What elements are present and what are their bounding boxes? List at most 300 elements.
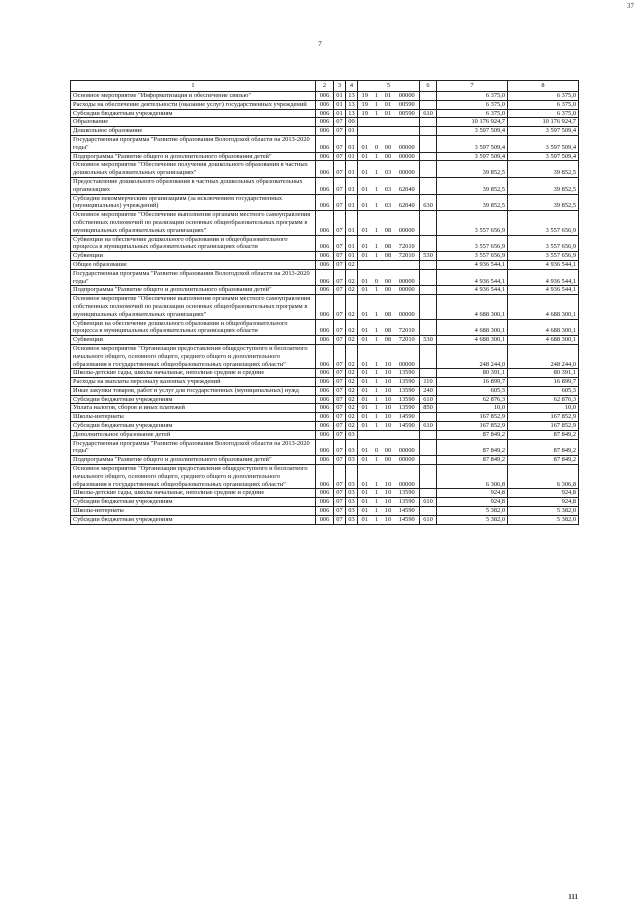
row-amount-2017: 10,0 [437, 404, 508, 413]
table-row [71, 269, 579, 286]
row-target-program: 01 [358, 422, 372, 431]
row-target-program [358, 430, 372, 439]
row-name: Дополнительное образование детей [71, 430, 316, 439]
row-subsection: 02 [346, 395, 358, 404]
row-name: Субсидии бюджетным учреждениям [71, 422, 316, 431]
row-subsection: 01 [346, 161, 358, 178]
row-name: Субсидии некоммерческим организациям (за исключением государственных (муниципальных) учреждений) [71, 194, 316, 211]
row-target-subprogram: 1 [372, 252, 382, 261]
header-cell-4: 4 [346, 81, 358, 92]
row-expense-type [420, 127, 437, 136]
row-target-program: 01 [358, 489, 372, 498]
row-expense-type [420, 489, 437, 498]
row-admin-code: 006 [316, 395, 334, 404]
row-amount-2017: 6 306,8 [437, 465, 508, 489]
row-target-subprogram: 1 [372, 177, 382, 194]
row-amount-2018: 924,8 [508, 489, 579, 498]
row-section: 07 [334, 489, 346, 498]
row-amount-2017: 4 936 544,1 [437, 269, 508, 286]
row-target-activity: 01 [382, 92, 395, 101]
row-target-subprogram: 1 [372, 456, 382, 465]
table-row [71, 92, 579, 101]
row-section: 07 [334, 515, 346, 524]
table-row [71, 161, 579, 178]
row-subsection: 03 [346, 498, 358, 507]
row-subsection: 03 [346, 430, 358, 439]
row-target-subprogram: 1 [372, 152, 382, 161]
row-amount-2018: 6 375,0 [508, 92, 579, 101]
table-row [71, 194, 579, 211]
table-body [71, 92, 579, 525]
row-subsection: 13 [346, 100, 358, 109]
row-target-program [358, 118, 372, 127]
row-subsection: 01 [346, 135, 358, 152]
table-row [71, 211, 579, 235]
row-admin-code: 006 [316, 413, 334, 422]
row-amount-2017: 4 688 300,1 [437, 319, 508, 336]
row-name: Субвенции [71, 252, 316, 261]
row-admin-code: 006 [316, 100, 334, 109]
row-section: 07 [334, 378, 346, 387]
row-expense-type [420, 235, 437, 252]
row-amount-2017: 3 597 509,4 [437, 127, 508, 136]
row-subsection: 02 [346, 319, 358, 336]
row-subsection: 02 [346, 336, 358, 345]
row-target-direction: 72010 [395, 319, 420, 336]
row-target-program: 01 [358, 152, 372, 161]
row-target-program: 01 [358, 404, 372, 413]
row-target-subprogram: 1 [372, 489, 382, 498]
row-admin-code: 006 [316, 161, 334, 178]
row-amount-2017: 87 849,2 [437, 430, 508, 439]
row-target-direction: 00000 [395, 161, 420, 178]
row-target-activity: 08 [382, 252, 395, 261]
row-amount-2018: 39 852,5 [508, 177, 579, 194]
row-name: Основное мероприятие "Организация предоставления общедоступного и бесплатного начального общего, основного общего, среднего общего и дополнительного образования в государственных общеобразовательных организациях области" [71, 344, 316, 368]
row-section: 07 [334, 286, 346, 295]
row-section: 07 [334, 135, 346, 152]
row-target-direction [395, 127, 420, 136]
row-amount-2018: 605,3 [508, 386, 579, 395]
row-section: 07 [334, 369, 346, 378]
row-target-direction [395, 260, 420, 269]
row-name: Подпрограмма "Развитие общего и дополнительного образования детей" [71, 456, 316, 465]
row-amount-2017: 248 244,0 [437, 344, 508, 368]
row-target-program: 01 [358, 336, 372, 345]
row-target-subprogram: 1 [372, 100, 382, 109]
row-amount-2018: 39 852,5 [508, 161, 579, 178]
row-expense-type [420, 211, 437, 235]
row-name: Государственная программа "Развитие образования Вологодской области на 2013-2020 годы" [71, 135, 316, 152]
row-target-direction: 00000 [395, 269, 420, 286]
row-name: Субсидии бюджетным учреждениям [71, 109, 316, 118]
row-amount-2017: 924,8 [437, 489, 508, 498]
row-section: 07 [334, 161, 346, 178]
row-target-direction: 13590 [395, 378, 420, 387]
table-row [71, 135, 579, 152]
page-number: 7 [318, 40, 322, 48]
row-admin-code: 006 [316, 456, 334, 465]
table-row [71, 344, 579, 368]
row-target-direction: 00590 [395, 100, 420, 109]
row-target-subprogram: 0 [372, 135, 382, 152]
row-amount-2018: 3 557 656,9 [508, 211, 579, 235]
row-target-activity: 10 [382, 386, 395, 395]
row-expense-type [420, 92, 437, 101]
row-amount-2018: 167 852,9 [508, 422, 579, 431]
row-admin-code: 006 [316, 386, 334, 395]
table-row [71, 515, 579, 524]
row-amount-2018: 87 849,2 [508, 456, 579, 465]
row-target-subprogram: 1 [372, 386, 382, 395]
row-subsection: 01 [346, 177, 358, 194]
row-name: Подпрограмма "Развитие общего и дополнительного образования детей" [71, 286, 316, 295]
row-amount-2018: 5 382,0 [508, 507, 579, 516]
row-target-activity: 10 [382, 489, 395, 498]
row-amount-2017: 3 557 656,9 [437, 235, 508, 252]
row-section: 07 [334, 269, 346, 286]
row-expense-type: 610 [420, 498, 437, 507]
budget-table [70, 80, 579, 525]
header-cell-8: 8 [508, 81, 579, 92]
row-admin-code: 006 [316, 422, 334, 431]
row-target-program: 01 [358, 319, 372, 336]
row-target-activity [382, 127, 395, 136]
row-target-activity: 08 [382, 319, 395, 336]
row-amount-2018: 924,8 [508, 498, 579, 507]
row-expense-type: 110 [420, 378, 437, 387]
row-target-direction: 00000 [395, 135, 420, 152]
row-subsection: 00 [346, 118, 358, 127]
row-amount-2017: 10 176 924,7 [437, 118, 508, 127]
row-section: 07 [334, 395, 346, 404]
row-target-program: 19 [358, 100, 372, 109]
row-target-activity: 10 [382, 498, 395, 507]
row-target-program: 01 [358, 456, 372, 465]
row-admin-code: 006 [316, 295, 334, 319]
row-name: Субсидии бюджетным учреждениям [71, 515, 316, 524]
row-target-activity: 00 [382, 439, 395, 456]
header-cell-7: 7 [437, 81, 508, 92]
row-admin-code: 006 [316, 489, 334, 498]
row-target-subprogram: 1 [372, 295, 382, 319]
row-section: 01 [334, 109, 346, 118]
row-expense-type: 610 [420, 422, 437, 431]
row-target-direction: 72010 [395, 336, 420, 345]
header-cell-3: 3 [334, 81, 346, 92]
table-row [71, 336, 579, 345]
row-amount-2018: 3 597 509,4 [508, 127, 579, 136]
row-target-program: 19 [358, 109, 372, 118]
row-target-program: 01 [358, 252, 372, 261]
row-target-program [358, 127, 372, 136]
row-amount-2018: 80 391,1 [508, 369, 579, 378]
row-section: 07 [334, 439, 346, 456]
row-admin-code: 006 [316, 211, 334, 235]
row-section: 07 [334, 177, 346, 194]
row-name: Основное мероприятие "Организация предоставления общедоступного и бесплатного начального общего, основного общего, среднего общего и дополнительного образования в государственных общеобразовательных организациях области" [71, 465, 316, 489]
row-admin-code: 006 [316, 118, 334, 127]
header-cell-1: 1 [71, 81, 316, 92]
row-section: 07 [334, 456, 346, 465]
row-amount-2018: 4 936 544,1 [508, 269, 579, 286]
row-expense-type: 240 [420, 386, 437, 395]
row-target-direction: 00590 [395, 109, 420, 118]
row-amount-2017: 80 391,1 [437, 369, 508, 378]
row-section: 07 [334, 336, 346, 345]
corner-mark-top: 37 [627, 2, 634, 10]
row-target-direction: 62040 [395, 194, 420, 211]
row-amount-2017: 87 849,2 [437, 456, 508, 465]
row-target-direction: 62040 [395, 177, 420, 194]
row-section: 07 [334, 295, 346, 319]
row-target-subprogram: 0 [372, 439, 382, 456]
row-name: Школы-интернаты [71, 413, 316, 422]
row-target-program: 01 [358, 465, 372, 489]
row-amount-2018: 10 176 924,7 [508, 118, 579, 127]
row-target-program: 01 [358, 344, 372, 368]
row-amount-2017: 167 852,9 [437, 413, 508, 422]
row-section: 07 [334, 127, 346, 136]
row-expense-type [420, 295, 437, 319]
table-row [71, 369, 579, 378]
row-admin-code: 006 [316, 336, 334, 345]
row-target-program: 01 [358, 161, 372, 178]
row-section: 07 [334, 404, 346, 413]
row-subsection: 03 [346, 515, 358, 524]
row-amount-2018: 4 688 300,1 [508, 336, 579, 345]
row-admin-code: 006 [316, 286, 334, 295]
row-admin-code: 006 [316, 260, 334, 269]
row-subsection: 03 [346, 439, 358, 456]
row-admin-code: 006 [316, 152, 334, 161]
row-subsection: 01 [346, 211, 358, 235]
row-name: Расходы на обеспечение деятельности (оказание услуг) государственных учреждений [71, 100, 316, 109]
row-target-program: 01 [358, 295, 372, 319]
row-expense-type: 530 [420, 252, 437, 261]
row-amount-2018: 10,0 [508, 404, 579, 413]
row-target-activity: 08 [382, 235, 395, 252]
row-amount-2018: 39 852,5 [508, 194, 579, 211]
row-expense-type [420, 152, 437, 161]
row-amount-2018: 3 557 656,9 [508, 252, 579, 261]
row-amount-2017: 3 557 656,9 [437, 211, 508, 235]
row-section: 07 [334, 498, 346, 507]
row-target-direction: 72010 [395, 235, 420, 252]
row-target-direction: 00000 [395, 211, 420, 235]
row-amount-2018: 4 688 300,1 [508, 295, 579, 319]
table-row [71, 386, 579, 395]
row-expense-type [420, 369, 437, 378]
row-target-activity: 10 [382, 465, 395, 489]
table-row [71, 295, 579, 319]
row-section: 07 [334, 386, 346, 395]
row-target-subprogram: 1 [372, 515, 382, 524]
row-subsection: 01 [346, 127, 358, 136]
row-expense-type: 850 [420, 404, 437, 413]
row-target-subprogram: 1 [372, 235, 382, 252]
row-target-subprogram: 1 [372, 465, 382, 489]
row-target-activity: 10 [382, 395, 395, 404]
table-row [71, 439, 579, 456]
row-amount-2018: 62 876,3 [508, 395, 579, 404]
row-target-subprogram: 1 [372, 194, 382, 211]
row-expense-type [420, 456, 437, 465]
row-expense-type: 610 [420, 395, 437, 404]
row-target-direction: 00000 [395, 286, 420, 295]
row-target-activity: 03 [382, 194, 395, 211]
row-target-program: 01 [358, 378, 372, 387]
table-row [71, 456, 579, 465]
row-target-program: 01 [358, 413, 372, 422]
row-name: Государственная программа "Развитие образования Вологодской области на 2013-2020 годы" [71, 439, 316, 456]
row-admin-code: 006 [316, 498, 334, 507]
row-name: Подпрограмма "Развитие общего и дополнительного образования детей" [71, 152, 316, 161]
row-target-activity: 10 [382, 344, 395, 368]
row-target-program: 01 [358, 439, 372, 456]
row-expense-type [420, 286, 437, 295]
table-row [71, 413, 579, 422]
row-subsection: 01 [346, 152, 358, 161]
row-amount-2018: 4 936 544,1 [508, 260, 579, 269]
row-section: 07 [334, 252, 346, 261]
row-admin-code: 006 [316, 269, 334, 286]
row-subsection: 03 [346, 489, 358, 498]
row-target-direction: 00000 [395, 439, 420, 456]
row-admin-code: 006 [316, 177, 334, 194]
row-amount-2017: 4 936 544,1 [437, 286, 508, 295]
row-target-subprogram: 1 [372, 319, 382, 336]
row-admin-code: 006 [316, 135, 334, 152]
row-admin-code: 006 [316, 404, 334, 413]
row-section: 07 [334, 152, 346, 161]
row-name: Субвенции на обеспечение дошкольного образования и общеобразовательного процесса в муниципальных образовательных организациях области [71, 319, 316, 336]
row-amount-2018: 4 688 300,1 [508, 319, 579, 336]
row-subsection: 02 [346, 413, 358, 422]
row-target-activity: 00 [382, 135, 395, 152]
row-section: 07 [334, 194, 346, 211]
row-target-subprogram: 1 [372, 161, 382, 178]
row-admin-code: 006 [316, 378, 334, 387]
row-amount-2017: 3 557 656,9 [437, 252, 508, 261]
row-expense-type [420, 413, 437, 422]
row-name: Образование [71, 118, 316, 127]
row-subsection: 02 [346, 422, 358, 431]
row-target-activity: 08 [382, 295, 395, 319]
row-target-direction: 00000 [395, 465, 420, 489]
table-row [71, 465, 579, 489]
row-name: Расходы на выплаты персоналу казенных учреждений [71, 378, 316, 387]
table-header-row [71, 81, 579, 92]
row-amount-2017: 6 375,0 [437, 92, 508, 101]
row-name: Школы-детские сады, школы начальные, неполные средние и средние [71, 489, 316, 498]
row-admin-code: 006 [316, 344, 334, 368]
row-amount-2017: 3 597 509,4 [437, 135, 508, 152]
row-target-subprogram: 0 [372, 269, 382, 286]
row-expense-type [420, 439, 437, 456]
row-amount-2017: 6 375,0 [437, 100, 508, 109]
table-row [71, 395, 579, 404]
row-target-program: 01 [358, 515, 372, 524]
row-target-program: 01 [358, 498, 372, 507]
row-amount-2018: 6 375,0 [508, 109, 579, 118]
row-name: Основное мероприятие "Обеспечение выполнения органами местного самоуправления собственных полномочий по реализации основных общеобразовательных программ в муниципальных образовательных организациях" [71, 211, 316, 235]
row-target-program: 01 [358, 269, 372, 286]
row-amount-2018: 248 244,0 [508, 344, 579, 368]
row-name: Иные закупки товаров, работ и услуг для государственных (муниципальных) нужд [71, 386, 316, 395]
table-row [71, 507, 579, 516]
row-target-direction [395, 118, 420, 127]
corner-mark-bottom: 111 [568, 893, 578, 901]
row-amount-2017: 924,8 [437, 498, 508, 507]
row-target-activity: 10 [382, 369, 395, 378]
row-target-subprogram: 1 [372, 395, 382, 404]
header-cell-5: 5 [358, 81, 420, 92]
row-target-activity [382, 118, 395, 127]
row-admin-code: 006 [316, 430, 334, 439]
row-amount-2017: 4 688 300,1 [437, 295, 508, 319]
row-target-activity: 00 [382, 456, 395, 465]
row-expense-type [420, 135, 437, 152]
row-amount-2018: 16 899,7 [508, 378, 579, 387]
row-admin-code: 006 [316, 194, 334, 211]
row-expense-type [420, 260, 437, 269]
row-target-program: 01 [358, 395, 372, 404]
row-target-subprogram: 1 [372, 498, 382, 507]
table-row [71, 286, 579, 295]
row-amount-2018: 6 306,8 [508, 465, 579, 489]
row-target-program: 01 [358, 286, 372, 295]
header-cell-6: 6 [420, 81, 437, 92]
row-target-activity: 10 [382, 404, 395, 413]
row-section: 01 [334, 100, 346, 109]
row-name: Общее образование [71, 260, 316, 269]
row-subsection: 01 [346, 235, 358, 252]
row-target-direction: 14590 [395, 422, 420, 431]
row-amount-2017: 3 597 509,4 [437, 152, 508, 161]
row-target-direction: 00000 [395, 295, 420, 319]
row-target-activity: 01 [382, 109, 395, 118]
row-target-activity: 03 [382, 161, 395, 178]
row-target-subprogram: 1 [372, 92, 382, 101]
row-target-program: 01 [358, 369, 372, 378]
row-subsection: 13 [346, 109, 358, 118]
row-amount-2017: 4 936 544,1 [437, 260, 508, 269]
row-amount-2017: 62 876,3 [437, 395, 508, 404]
row-amount-2017: 605,3 [437, 386, 508, 395]
table-row [71, 319, 579, 336]
table-row [71, 100, 579, 109]
row-target-subprogram [372, 260, 382, 269]
row-section: 07 [334, 507, 346, 516]
row-section: 07 [334, 319, 346, 336]
row-target-subprogram: 1 [372, 422, 382, 431]
table-row [71, 177, 579, 194]
row-expense-type: 530 [420, 336, 437, 345]
row-target-activity [382, 260, 395, 269]
row-subsection: 03 [346, 465, 358, 489]
row-target-subprogram: 1 [372, 378, 382, 387]
row-target-subprogram: 1 [372, 344, 382, 368]
row-target-direction: 13590 [395, 369, 420, 378]
row-name: Субвенции на обеспечение дошкольного образования и общеобразовательного процесса в муниципальных образовательных организациях области [71, 235, 316, 252]
row-target-program: 01 [358, 211, 372, 235]
row-expense-type [420, 319, 437, 336]
row-amount-2017: 4 688 300,1 [437, 336, 508, 345]
row-section: 07 [334, 118, 346, 127]
table-row [71, 252, 579, 261]
row-amount-2018: 3 597 509,4 [508, 152, 579, 161]
